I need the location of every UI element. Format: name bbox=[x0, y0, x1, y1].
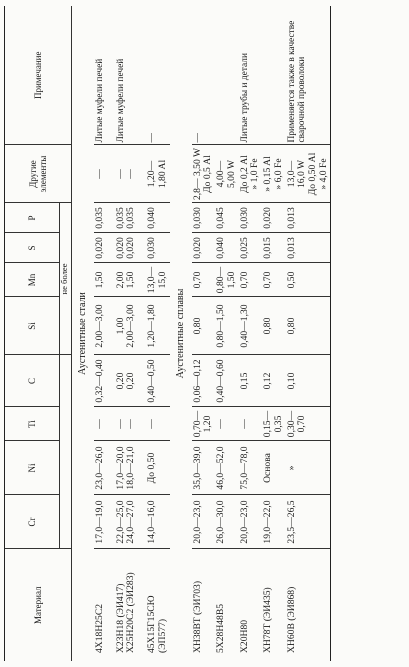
cell-si: 0,80—1,50 bbox=[215, 297, 238, 355]
cell-ni: 23,0—26,0 bbox=[94, 441, 107, 495]
cell-other bbox=[262, 145, 285, 203]
cell-c: 0,32—0,40 bbox=[94, 355, 107, 407]
value-line: 18,0—21,0 bbox=[125, 446, 137, 490]
cell-other bbox=[115, 145, 138, 203]
value-line: До 0,2 Al bbox=[238, 155, 250, 193]
cell-s: 0,030 bbox=[146, 233, 169, 263]
cell-other bbox=[215, 145, 238, 203]
cell-mn: 0,70 bbox=[262, 263, 285, 297]
cell-ti bbox=[286, 407, 331, 441]
value-line: 0,70 bbox=[296, 415, 308, 433]
value-line: 0,035 bbox=[125, 207, 137, 229]
value-line: До 0,5 Al bbox=[202, 155, 214, 193]
cell-p: 0,030 bbox=[192, 203, 215, 233]
cell-ti bbox=[262, 407, 285, 441]
table-row bbox=[262, 6, 285, 661]
cell-material: Х20Н80 bbox=[238, 619, 250, 653]
cell-c: 0,10 bbox=[286, 355, 331, 407]
cell-material: 4Х18Н25С2 bbox=[94, 603, 105, 653]
cell-note: Литые муфели печей bbox=[115, 6, 138, 145]
header-mn: Mn bbox=[5, 263, 60, 297]
cell-ni: 35,0—39,0 bbox=[192, 441, 215, 495]
cell-p: 0,013 bbox=[286, 203, 331, 233]
section-title-steels: Аустенитные стали bbox=[77, 292, 88, 375]
section-alloys bbox=[170, 6, 192, 661]
value-line: 4,00— bbox=[215, 160, 227, 188]
cell-si: 2,00—3,00 bbox=[94, 297, 107, 355]
cell-ti bbox=[115, 407, 138, 441]
cell-mn: 1,50 bbox=[94, 263, 107, 297]
cell-s bbox=[115, 233, 138, 263]
cell-mn: 0,70 bbox=[192, 263, 215, 297]
cell-cr: 17,0—19,0 bbox=[94, 495, 107, 549]
cell-ni: 75,0—78,0 bbox=[239, 441, 262, 495]
value-line: — bbox=[114, 419, 126, 429]
value-line: » 6,0 Fe bbox=[272, 158, 284, 190]
cell-cr: 20,0—23,0 bbox=[239, 495, 262, 549]
header-s: S bbox=[5, 233, 60, 263]
value-line: 0,20 bbox=[114, 372, 126, 390]
cell-p: 0,035 bbox=[94, 203, 107, 233]
cell-cr: 26,0—30,0 bbox=[215, 495, 238, 549]
header-not-more: не более bbox=[60, 203, 72, 355]
cell-ti: — bbox=[94, 407, 107, 441]
composition-table bbox=[4, 6, 331, 661]
cell-ti bbox=[192, 407, 215, 441]
cell-p: 0,020 bbox=[262, 203, 285, 233]
value-line: 13,0— bbox=[285, 160, 297, 188]
cell-material bbox=[115, 549, 138, 661]
cell-note: — bbox=[146, 6, 169, 145]
value-line: 1,00 bbox=[114, 317, 126, 335]
value-line: 0,70— bbox=[191, 410, 203, 438]
cell-cr: 23,5—26,5 bbox=[286, 495, 331, 549]
cell-material: 5Х28Н48В5 bbox=[215, 603, 227, 653]
steels-rows bbox=[94, 6, 170, 661]
cell-mn bbox=[146, 263, 169, 297]
value-line: 1,20 bbox=[202, 415, 214, 433]
cell-s: 0,015 bbox=[262, 233, 285, 263]
cell-s: 0,013 bbox=[286, 233, 331, 263]
header-p: P bbox=[5, 203, 60, 233]
cell-c bbox=[115, 355, 138, 407]
section-steels bbox=[72, 6, 95, 661]
value-line: 0,020 bbox=[114, 237, 126, 259]
cell-s: 0,020 bbox=[192, 233, 215, 263]
value-line: » 4,0 Fe bbox=[317, 158, 329, 190]
value-line: » 1,0 Fe bbox=[249, 158, 261, 190]
value-line: 0,30— bbox=[285, 410, 297, 438]
material-line: Х25Н20С2 (ЭИ283) bbox=[125, 572, 137, 653]
cell-si: 0,80 bbox=[286, 297, 331, 355]
cell-ni: Основа bbox=[262, 441, 285, 495]
cell-p: 0,030 bbox=[239, 203, 262, 233]
header-ni: Ni bbox=[5, 441, 60, 495]
cell-note: — bbox=[192, 6, 215, 145]
cell-ti: — bbox=[239, 407, 262, 441]
cell-note bbox=[262, 6, 285, 145]
value-line: — bbox=[114, 169, 126, 179]
cell-ni bbox=[115, 441, 138, 495]
table-row bbox=[239, 6, 262, 661]
value-line: 13,0— bbox=[146, 266, 158, 294]
cell-other bbox=[239, 145, 262, 203]
cell-si: 0,80 bbox=[262, 297, 285, 355]
table-row bbox=[94, 6, 107, 661]
cell-other bbox=[146, 145, 169, 203]
header-subrow-blank bbox=[60, 355, 72, 549]
cell-c: 0,15 bbox=[239, 355, 262, 407]
value-line: 0,020 bbox=[125, 237, 137, 259]
cell-ti: — bbox=[146, 407, 169, 441]
cell-other bbox=[286, 145, 331, 203]
value-line: 24,0—27,0 bbox=[125, 500, 137, 544]
cell-c: 0,12 bbox=[262, 355, 285, 407]
cell-p: 0,040 bbox=[146, 203, 169, 233]
value-line: 0,035 bbox=[114, 207, 126, 229]
material-line: (ЭП577) bbox=[156, 618, 168, 653]
material-line: 45Х15Г15СЮ bbox=[146, 595, 158, 653]
value-line: 0,80— bbox=[215, 266, 227, 294]
cell-s: 0,025 bbox=[239, 233, 262, 263]
cell-cr: 19,0—22,0 bbox=[262, 495, 285, 549]
material-line: Х23Н18 (ЭИ417) bbox=[114, 583, 126, 653]
value-line: 5,00 W bbox=[225, 159, 237, 189]
value-line: 2,00 bbox=[114, 271, 126, 289]
cell-si: 1,20—1,80 bbox=[146, 297, 169, 355]
cell-material: ХН78Т (ЭИ435) bbox=[262, 587, 274, 653]
cell-ti: — bbox=[215, 407, 238, 441]
value-line: 16,0 W bbox=[296, 159, 308, 189]
cell-c: 0,06—0,12 bbox=[192, 355, 215, 407]
value-line: » 0,15 Al bbox=[262, 156, 274, 192]
cell-s: 0,040 bbox=[215, 233, 238, 263]
header-note: Примечание bbox=[5, 6, 72, 145]
cell-si bbox=[115, 297, 138, 355]
cell-other bbox=[192, 145, 215, 203]
header-si: Si bbox=[5, 297, 60, 355]
alloys-rows bbox=[192, 6, 331, 661]
table-row bbox=[146, 6, 169, 661]
value-line: 1,50 bbox=[125, 271, 137, 289]
cell-note: Применяется также в качестве сварочной проволоки bbox=[286, 6, 331, 145]
value-line: До 0,50 Al bbox=[307, 152, 319, 196]
value-line: 15,0 bbox=[156, 271, 168, 289]
value-line: 1,80 Al bbox=[156, 159, 168, 189]
cell-mn bbox=[115, 263, 138, 297]
cell-c: 0,40—0,60 bbox=[215, 355, 238, 407]
value-line: 0,35 bbox=[272, 415, 284, 433]
cell-note bbox=[215, 6, 238, 145]
table-row bbox=[215, 6, 238, 661]
cell-ni: » bbox=[286, 441, 331, 495]
table-row bbox=[286, 6, 331, 661]
value-line: — bbox=[125, 169, 137, 179]
header-material: Материал bbox=[5, 549, 72, 661]
cell-cr bbox=[115, 495, 138, 549]
section-title-alloys: Аустенитные сплавы bbox=[174, 288, 186, 379]
value-line: 0,15— bbox=[262, 410, 274, 438]
value-line: — bbox=[125, 419, 137, 429]
value-line: 2,00—3,00 bbox=[125, 304, 137, 348]
value-line: 17,0—20,0 bbox=[114, 446, 126, 490]
cell-cr: 14,0—16,0 bbox=[146, 495, 169, 549]
cell-note: Литые муфели печей bbox=[94, 6, 107, 145]
header-ti: Ti bbox=[5, 407, 60, 441]
cell-si: 0,40—1,30 bbox=[239, 297, 262, 355]
cell-si: 0,80 bbox=[192, 297, 215, 355]
cell-ni: До 0,50 bbox=[146, 441, 169, 495]
cell-ni: 46,0—52,0 bbox=[215, 441, 238, 495]
cell-note: Литые трубы и детали bbox=[239, 6, 262, 145]
value-line: 1,50 bbox=[225, 271, 237, 289]
cell-other: — bbox=[94, 145, 107, 203]
cell-p bbox=[115, 203, 138, 233]
value-line: 1,20— bbox=[146, 160, 158, 188]
cell-cr: 20,0—23,0 bbox=[192, 495, 215, 549]
cell-material bbox=[146, 549, 169, 661]
value-line: 22,0—25,0 bbox=[114, 500, 126, 544]
header-other: Другие элементы bbox=[5, 145, 72, 203]
value-line: 0,20 bbox=[125, 372, 137, 390]
cell-material: ХН38ВТ (ЭИ703) bbox=[191, 580, 203, 653]
value-line: 2,8— 3,50 W bbox=[191, 147, 203, 201]
header-cr: Cr bbox=[5, 495, 60, 549]
table-row bbox=[115, 6, 138, 661]
header-row bbox=[5, 6, 60, 661]
cell-p: 0,045 bbox=[215, 203, 238, 233]
cell-mn: 0,50 bbox=[286, 263, 331, 297]
table-row bbox=[192, 6, 215, 661]
header-c: C bbox=[5, 355, 60, 407]
cell-c: 0,40—0,50 bbox=[146, 355, 169, 407]
cell-material: ХН60В (ЭИ868) bbox=[286, 549, 331, 661]
cell-mn bbox=[215, 263, 238, 297]
cell-mn: 0,70 bbox=[239, 263, 262, 297]
cell-s: 0,020 bbox=[94, 233, 107, 263]
